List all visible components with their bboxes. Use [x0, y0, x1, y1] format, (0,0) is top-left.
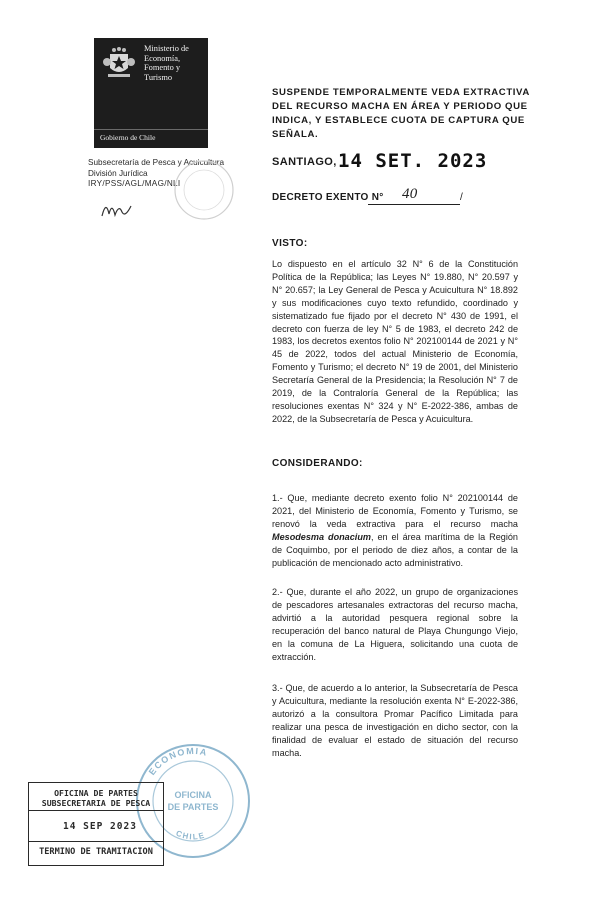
stamp-office-date: 14 SEP 2023 [63, 821, 137, 832]
coat-of-arms-icon [100, 44, 138, 82]
stamp-divider [29, 810, 163, 811]
document-title: SUSPENDE TEMPORALMENTE VEDA EXTRACTIVA DEL RECURSO MACHA EN ÁREA Y PERIODO QUE INDICA, Y ESTABLECE CUOTA DE CAPTURA QUE SEÑALA. [272, 87, 530, 140]
round-stamp-bottom: CHILE [174, 828, 207, 842]
office-box-stamp [28, 782, 164, 866]
handwritten-initials [100, 198, 134, 220]
stamp-office-line1: OFICINA DE PARTES [54, 788, 138, 798]
logo-divider [94, 129, 208, 130]
stamp-divider [29, 841, 163, 842]
considerando-item-1: 1.- Que, mediante decreto exento folio N° 202100144 de 2021, del Ministerio de Economía, Fomento y Turismo, se renovó la veda extractiva para el recurso macha Mesodesma donacium, en el área marítima de la Región de Coquimbo, por el periodo de diez años, a contar de la publicación de mencionado acto administrativo. [272, 493, 518, 568]
place-date-line [272, 150, 512, 186]
initials-signature-icon [100, 198, 134, 220]
round-stamp-top: ECONOMIA [146, 745, 209, 777]
round-stamp-center-2: DE PARTES [167, 802, 219, 812]
round-stamp-center-1: OFICINA [174, 790, 212, 800]
svg-text:CHILE [175, 829, 207, 842]
considerando-item-3: 3.- Que, de acuerdo a lo anterior, la Subsecretaría de Pesca y Acuicultura, mediante la resolución exenta N° E-2022-386, autorizó a la consultora Promar Pacífico Limitada para realizar una pesca de investigación en dicho sector, con la finalidad de evaluar el estado de situación del recurso macha. [272, 683, 518, 758]
visto-text: Lo dispuesto en el artículo 32 N° 6 de la Constitución Política de la República; las Leyes N° 19.880, N° 20.597 y N° 20.657; la Ley General de Pesca y Acuicultura N° 18.892 y sus modificaciones cuyo texto refundido, coordinado y sistematizado fue fijado por el decreto N° 430 de 1991, el decreto con fuerza de ley N° 5 de 1983, el decreto 242 de 1983, los decretos exentos folio N° 202100144 de 2021 y N° 45 de 2022, todos del actual Ministerio de Economía, Fomento y Turismo; el decreto N° 19 de 2001, del Ministerio Secretaría General de la Presidencia; la Resolución N° 7 de 2019, de la Contraloría General de la República; las resoluciones exentas N° 324 y N° E-2022-386, ambas de 2022, de la Subsecretaría de Pesca y Acuicultura. [272, 259, 518, 424]
considerando-item-2: 2.- Que, durante el año 2022, un grupo de organizaciones de pescadores artesanales extractoras del recurso macha, advirtió a la autoridad pesquera regional sobre la recuperación del banco natural de Playa Chungungo Viejo, en la comuna de La Higuera, solicitando una cuota de extracción. [272, 587, 518, 662]
ministry-name: Ministerio de Economía, Fomento y Turismo [144, 44, 189, 82]
visto-heading: VISTO: [272, 238, 308, 249]
considerando-heading: CONSIDERANDO: [272, 458, 363, 469]
decree-slash: / [460, 192, 464, 203]
ministry-logo [94, 38, 208, 148]
stamp-office-line3: TERMINO DE TRAMITACION [39, 847, 153, 857]
decree-label: DECRETO EXENTO N° [272, 192, 384, 203]
decree-number-line [272, 186, 512, 212]
stamp-office-line2: SUBSECRETARIA DE PESCA [41, 798, 151, 808]
date-stamp: 14 SET. 2023 [338, 150, 488, 172]
reference-code: IRY/PSS/AGL/MAG/NLI [88, 179, 181, 188]
place: SANTIAGO, [272, 156, 337, 168]
decree-number: 40 [402, 186, 418, 202]
government-label: Gobierno de Chile [100, 133, 156, 142]
decree-number-underline [368, 204, 460, 205]
faint-circular-stamp-icon [172, 158, 236, 222]
division-name: División Jurídica [88, 168, 148, 178]
subsecretaria-name: Subsecretaría de Pesca y Acuicultura [88, 158, 225, 167]
species-name: Mesodesma donacium [272, 531, 371, 542]
